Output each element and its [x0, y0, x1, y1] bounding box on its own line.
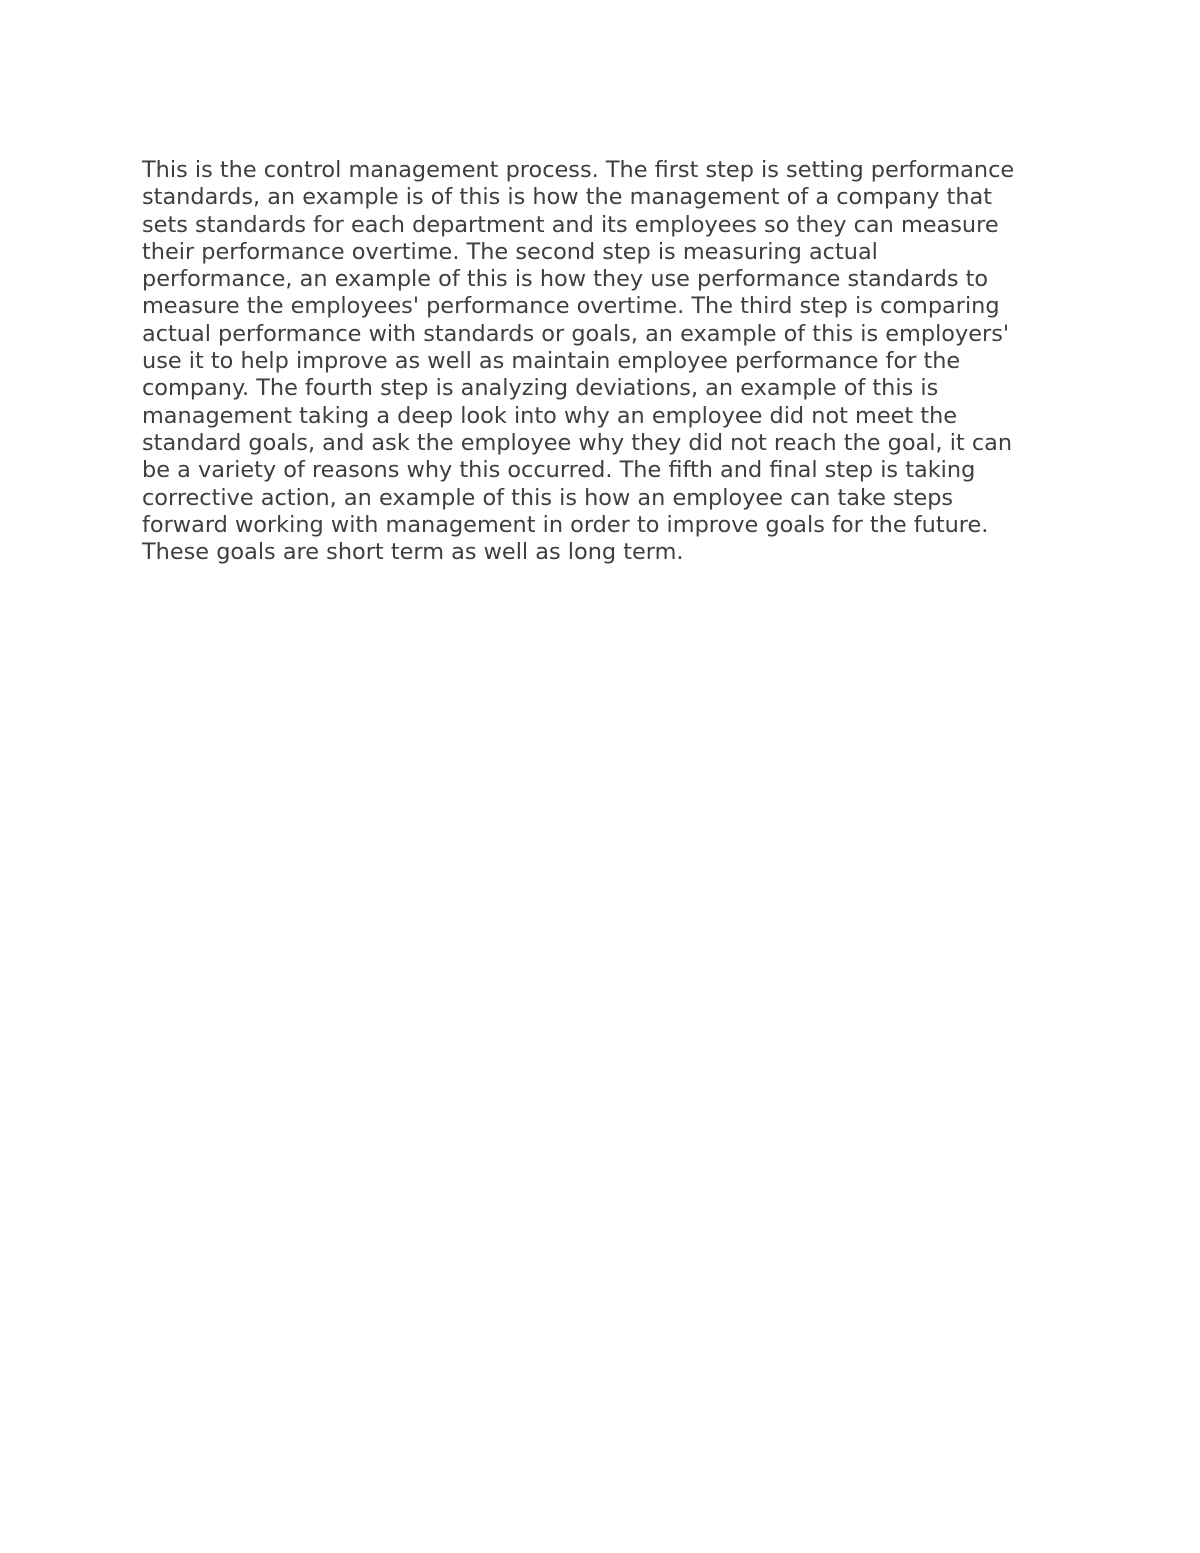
text-line: standards, an example is of this is how the management of a company that [142, 184, 993, 211]
text-line: forward working with management in order to improve goals for the future. [142, 511, 989, 538]
text-line: actual performance with standards or goals, an example of this is employers' [142, 320, 1010, 347]
text-line: be a variety of reasons why this occurred. The fifth and final step is taking [142, 457, 976, 484]
text-line: These goals are short term as well as long term. [142, 539, 684, 566]
body-paragraph [142, 157, 1072, 566]
text-line: This is the control management process. The first step is setting performance [142, 157, 1015, 183]
text-line: measure the employees' performance overtime. The third step is comparing [142, 293, 1000, 320]
text-line: company. The fourth step is analyzing deviations, an example of this is [142, 375, 939, 402]
text-line: corrective action, an example of this is how an employee can take steps [142, 484, 954, 511]
text-line: management taking a deep look into why an employee did not meet the [142, 402, 958, 429]
text-line: sets standards for each department and its employees so they can measure [142, 211, 999, 238]
text-line: their performance overtime. The second step is measuring actual [142, 238, 878, 265]
text-line: performance, an example of this is how they use performance standards to [142, 266, 989, 293]
text-line: use it to help improve as well as maintain employee performance for the [142, 348, 961, 375]
text-line: standard goals, and ask the employee why they did not reach the goal, it can [142, 429, 1013, 456]
